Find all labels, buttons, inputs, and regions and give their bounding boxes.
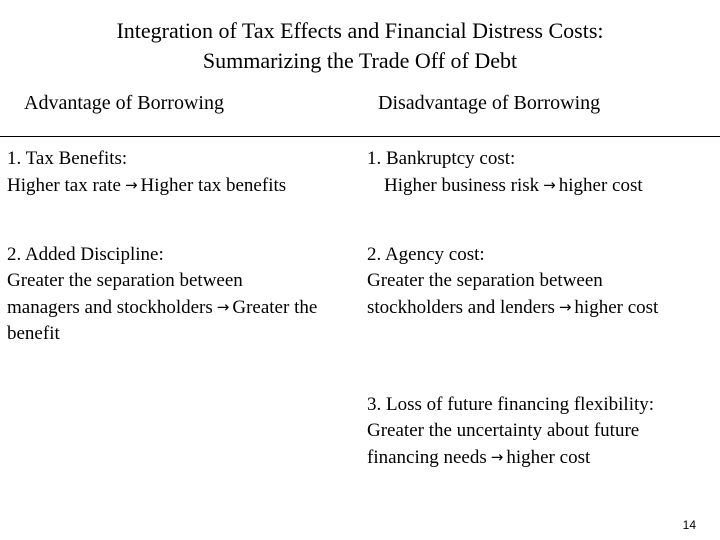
disadvantage-item-agency-cost	[367, 242, 717, 321]
disadvantage-item-body	[367, 172, 717, 199]
title-line-2: Summarizing the Trade Off of Debt	[202, 48, 518, 73]
advantage-item-heading: 1. Tax Benefits:	[7, 148, 128, 169]
disadvantage-item-body	[367, 444, 717, 471]
effect-text: higher cost	[506, 447, 591, 468]
header-divider	[0, 136, 720, 137]
right-arrow-icon: →	[124, 176, 138, 194]
advantage-item-heading: 2. Added Discipline:	[7, 244, 164, 265]
right-arrow-icon: →	[216, 298, 230, 316]
cause-text: managers and stockholders	[7, 297, 213, 318]
disadvantage-item-heading: 2. Agency cost:	[367, 244, 485, 265]
right-arrow-icon: →	[558, 298, 572, 316]
disadvantage-item-bankruptcy-cost	[367, 146, 717, 199]
disadvantage-item-heading: 3. Loss of future financing flexibility:	[367, 394, 655, 415]
advantage-item-line: Greater the separation between	[7, 270, 243, 291]
cause-text: financing needs	[367, 447, 487, 468]
advantage-item-body	[7, 294, 345, 347]
effect-text: Higher tax benefits	[140, 175, 287, 196]
disadvantage-item-heading: 1. Bankruptcy cost:	[367, 148, 516, 169]
cause-text: stockholders and lenders	[367, 297, 555, 318]
advantage-item-tax-benefits	[7, 146, 347, 199]
slide-title	[0, 16, 720, 76]
right-arrow-icon: →	[490, 448, 504, 466]
title-line-1: Integration of Tax Effects and Financial Distress Costs:	[116, 18, 604, 43]
effect-text: higher cost	[574, 297, 659, 318]
advantage-item-added-discipline	[7, 242, 347, 347]
cause-text: Higher business risk	[384, 175, 540, 196]
disadvantage-item-line: Greater the separation between	[367, 270, 603, 291]
advantage-item-body	[7, 172, 347, 199]
disadvantage-item-body	[367, 294, 717, 321]
advantage-heading: Advantage of Borrowing	[24, 92, 224, 114]
cause-text: Higher tax rate	[7, 175, 121, 196]
disadvantage-item-line: Greater the uncertainty about future	[367, 420, 640, 441]
disadvantage-item-financing-flexibility	[367, 392, 717, 471]
effect-text: higher cost	[558, 175, 643, 196]
right-arrow-icon: →	[543, 176, 556, 194]
page-number: 14	[682, 518, 696, 532]
disadvantage-heading: Disadvantage of Borrowing	[378, 92, 601, 114]
effect-text: Greater the benefit	[7, 297, 318, 344]
